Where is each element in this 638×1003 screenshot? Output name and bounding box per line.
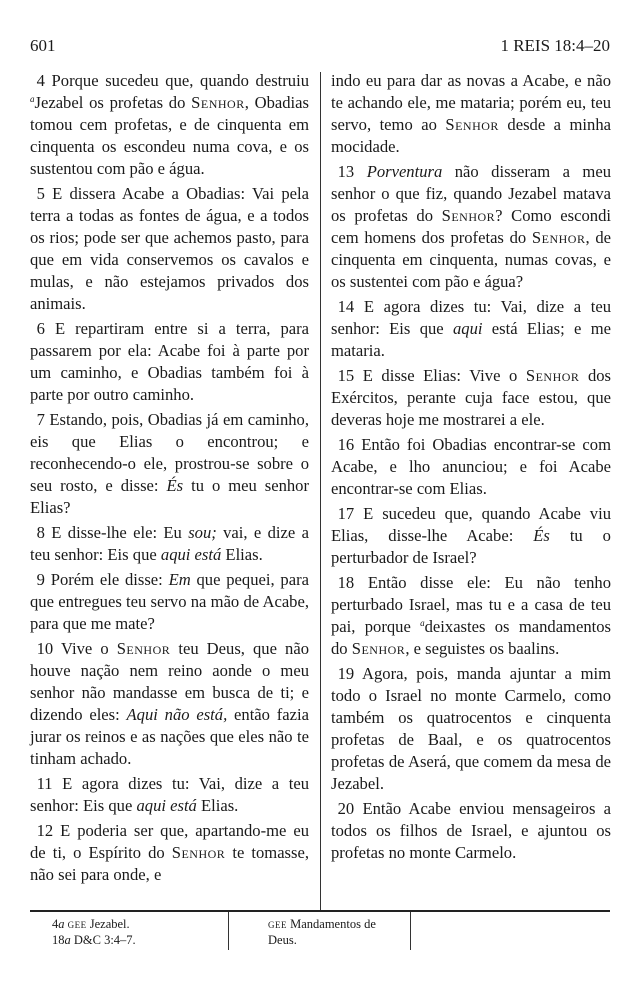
- text-run: 16 Então foi Obadias encontrar-se com Acabe, e lho anunciou; e foi Acabe encontrar-se com Elias.: [331, 435, 611, 498]
- text-run: D&C 3:4–7.: [70, 933, 136, 947]
- chapter-reference: 1 REIS 18:4–20: [500, 36, 610, 55]
- text-run: 4: [52, 917, 59, 931]
- footnote-marker: a: [30, 94, 35, 104]
- small-caps-text: Senhor: [445, 115, 499, 134]
- verse: [331, 161, 611, 293]
- verse: [30, 522, 309, 566]
- text-run: 14 E agora dizes tu: Vai, dize a teu senhor: Eis que: [331, 297, 611, 338]
- text-run: 9 Porém ele disse:: [36, 570, 169, 589]
- footnote-line: [52, 916, 136, 932]
- text-run: 11 E agora dizes tu: Vai, dize a teu senhor: Eis que: [30, 774, 309, 815]
- text-run: Elias.: [196, 796, 239, 815]
- text-run: ? Como escondi cem homens dos profetas do: [331, 206, 611, 247]
- text-run: então fazia jurar os reinos e as nações que eles não te tinham achado.: [30, 705, 309, 768]
- verse: [30, 70, 309, 180]
- footnote-divider-2: [410, 912, 411, 950]
- text-run: tu o meu senhor Elias?: [30, 476, 310, 517]
- verse: [30, 638, 309, 770]
- text-run: 15 E disse Elias: Vive o: [337, 366, 526, 385]
- text-run: indo eu para dar as novas a Acabe, e não te achando ele, me mataria; porém eu, teu servo, temo ao: [331, 71, 611, 134]
- text-run: 17 E sucedeu que, quando Acabe viu Elias, disse-lhe Acabe:: [331, 504, 611, 545]
- text-run: Mandamentos de: [287, 917, 376, 931]
- text-run: 10 Vive o: [36, 639, 117, 658]
- running-header: [30, 36, 610, 60]
- verse: [30, 183, 309, 315]
- italic-text: aqui está: [160, 545, 222, 564]
- italic-text: És: [166, 476, 184, 495]
- verse: [331, 70, 611, 158]
- left-text-column: [30, 70, 309, 889]
- small-caps-text: Senhor: [441, 206, 496, 225]
- footnote-line: [268, 916, 376, 932]
- footnote-divider-1: [228, 912, 229, 950]
- small-caps-text: Senhor: [351, 639, 406, 658]
- italic-text: sou;: [188, 523, 217, 542]
- verse: [331, 572, 611, 660]
- text-run: , Obadias tomou cem profetas, e de cinquenta em cinquenta os escondeu numa cova, e os sustentou com pão e água.: [30, 93, 309, 178]
- verse: [30, 409, 309, 519]
- footnote-block-left: [52, 916, 136, 948]
- verse: [30, 318, 309, 406]
- small-caps-text: Senhor: [116, 639, 171, 658]
- small-caps-text: Senhor: [171, 843, 226, 862]
- text-run: que pequei, para que entregues teu servo na mão de Acabe, para que me mate?: [30, 570, 309, 633]
- verse: [331, 663, 611, 795]
- text-run: 13: [337, 162, 367, 181]
- text-run: teu Deus, que não houve nação nem reino aonde o meu senhor não mandasse em busca de ti; e dizendo eles:: [30, 639, 309, 724]
- verse: [331, 296, 611, 362]
- text-run: tu o perturbador de Israel?: [331, 526, 611, 567]
- text-run: te tomasse, não sei para onde, e: [30, 843, 309, 884]
- text-run: 18: [52, 933, 65, 947]
- verse: [30, 773, 309, 817]
- footnote-line: [52, 932, 136, 948]
- small-caps-text: gee: [67, 917, 87, 931]
- verse: [331, 434, 611, 500]
- footnote-rule: [30, 910, 610, 912]
- italic-text: Aqui não está,: [126, 705, 228, 724]
- footnote-block-middle: [268, 916, 376, 948]
- text-run: desde a minha mocidade.: [331, 115, 611, 156]
- verse: [331, 503, 611, 569]
- verse: [331, 365, 611, 431]
- text-run: não disseram a meu senhor o que fiz, quando Jezabel matava os profetas do: [331, 162, 611, 225]
- italic-text: a: [58, 917, 65, 931]
- text-run: 18 Então disse ele: Eu não tenho perturbado Israel, mas tu e a casa de teu pai, porque: [331, 573, 611, 636]
- italic-text: Porventura: [366, 162, 443, 181]
- text-run: 4 Porque sucedeu que, quando destruiu: [36, 71, 309, 90]
- footnote-marker: a: [420, 618, 425, 628]
- small-caps-text: Senhor: [525, 366, 580, 385]
- text-run: , de cinquenta em cinquenta, numas covas, e os sustentei com pão e água?: [331, 228, 611, 291]
- verse: [30, 569, 309, 635]
- text-run: vai, e dize a teu senhor: Eis que: [30, 523, 309, 564]
- italic-text: a: [64, 933, 71, 947]
- text-run: 5 E dissera Acabe a Obadias: Vai pela terra a todas as fontes de água, e a todos os rios; pode ser que achemos pasto, para que em vida conservemos os cavalos e mulas, e não estejamos privados dos animais.: [30, 184, 309, 313]
- text-run: deixastes os mandamentos do: [331, 617, 611, 658]
- text-run: 20 Então Acabe enviou mensageiros a todos os filhos de Israel, e ajuntou os profetas no monte Carmelo.: [331, 799, 611, 862]
- small-caps-text: Senhor: [531, 228, 586, 247]
- right-text-column: [331, 70, 611, 867]
- small-caps-text: Senhor: [191, 93, 245, 112]
- italic-text: aqui: [452, 319, 483, 338]
- footnote-line: [268, 932, 376, 948]
- text-run: Jezabel.: [86, 917, 130, 931]
- text-run: Elias.: [221, 545, 263, 564]
- text-run: está Elias; e me mataria.: [331, 319, 611, 360]
- page-number: 601: [30, 36, 56, 55]
- verse: [30, 820, 309, 886]
- text-run: 19 Agora, pois, manda ajuntar a mim todo o Israel no monte Carmelo, como também os quatrocentos e cinquenta profetas de Baal, e os quatrocentos profetas de Aserá, que comem da mesa de Jezabel.: [331, 664, 611, 793]
- verse: [331, 798, 611, 864]
- text-run: Jezabel os profetas do: [34, 93, 192, 112]
- italic-text: Em: [168, 570, 191, 589]
- column-divider: [320, 72, 321, 910]
- text-run: 8 E disse-lhe ele: Eu: [36, 523, 189, 542]
- text-run: 6 E repartiram entre si a terra, para passarem por ela: Acabe foi à parte por um caminho, e Obadias também foi à parte por outro caminho.: [30, 319, 309, 404]
- text-run: 12 E poderia ser que, apartando-me eu de ti, o Espírito do: [30, 821, 309, 862]
- italic-text: aqui está: [136, 796, 197, 815]
- text-run: 7 Estando, pois, Obadias já em caminho, eis que Elias o encontrou; e reconhecendo-o ele, prostrou-se sobre o seu rosto, e disse:: [30, 410, 309, 495]
- text-run: , e seguistes os baalins.: [405, 639, 560, 658]
- italic-text: És: [533, 526, 550, 545]
- text-run: Deus.: [268, 933, 297, 947]
- text-run: dos Exércitos, perante cuja face estou, que deveras hoje me mostrarei a ele.: [331, 366, 611, 429]
- small-caps-text: gee: [268, 917, 287, 931]
